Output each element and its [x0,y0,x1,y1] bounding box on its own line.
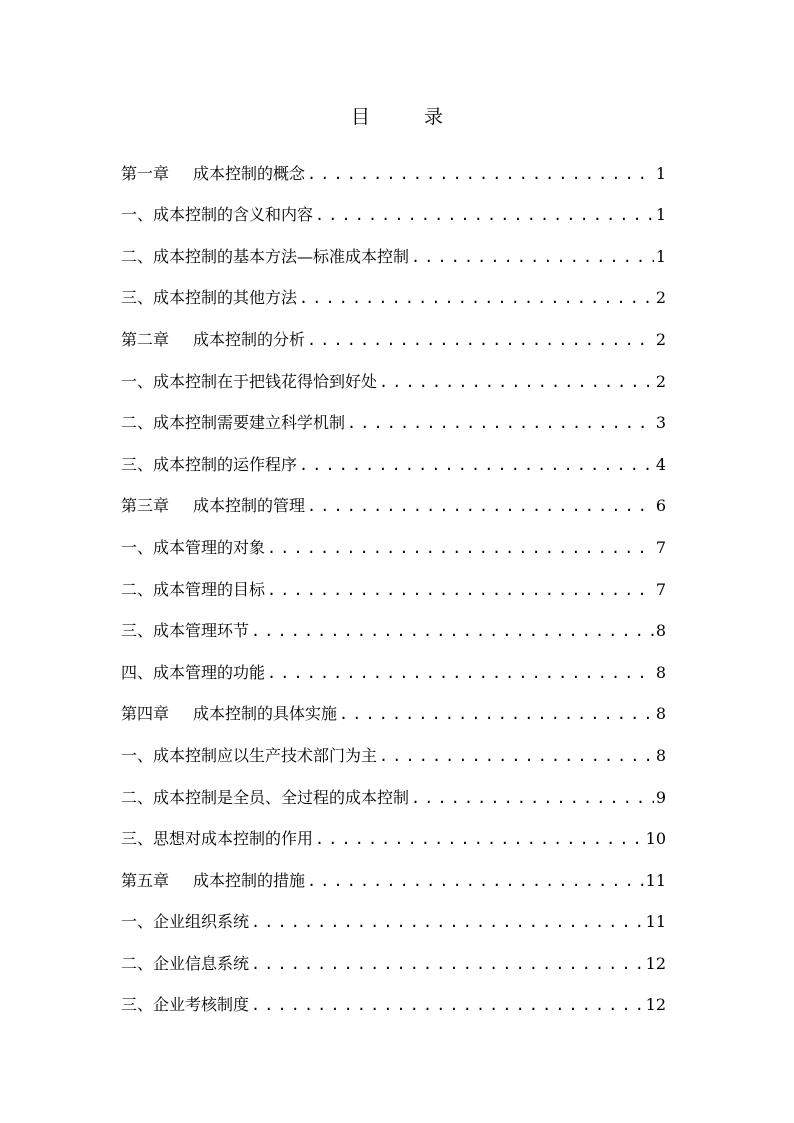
toc-title: 目 录 [350,106,468,128]
toc-page-number: 8 [655,704,666,724]
toc-leader-dots [267,577,654,603]
toc-section-entry[interactable] [121,228,666,270]
toc-section-entry[interactable] [121,270,666,312]
toc-leader-dots [315,826,644,852]
toc-entry-text: 成本控制的管理 [193,496,306,516]
toc-section-entry[interactable] [121,769,666,811]
toc-page-number: 7 [655,537,666,557]
toc-page-number: 3 [655,413,666,433]
toc-leader-dots [299,285,654,311]
toc-section-entry[interactable] [121,894,666,936]
toc-page-number: 2 [655,288,666,308]
toc-entry-title [121,618,249,644]
toc-page-number: 2 [655,371,666,391]
toc-leader-dots [307,327,654,353]
toc-page-number: 4 [655,454,666,474]
toc-chapter-label: 第三章 [121,496,170,516]
toc-leader-dots [251,951,644,977]
toc-entry-title [121,701,337,727]
toc-leader-dots [379,369,654,395]
toc-leader-dots [267,660,654,686]
toc-entry-title [121,369,377,395]
toc-entry-title [121,410,345,436]
toc-page-number: 11 [645,912,666,932]
toc-entry-text: 二、成本控制的基本方法—标准成本控制 [121,246,410,266]
toc-page-number: 12 [645,995,666,1015]
toc-chapter-entry[interactable] [121,478,666,520]
toc-section-entry[interactable] [121,519,666,561]
toc-entry-title [121,327,305,353]
toc-chapter-label: 第五章 [121,870,170,890]
toc-leader-dots [411,244,654,270]
toc-section-entry[interactable] [121,603,666,645]
toc-entry-title [121,992,249,1018]
toc-entry-text: 二、成本管理的目标 [121,579,266,599]
toc-entry-title [121,951,249,977]
toc-page-number: 12 [645,953,666,973]
toc-entry-title [121,535,265,561]
toc-leader-dots [299,452,654,478]
toc-page-number: 6 [655,496,666,516]
toc-entry-text: 成本控制的措施 [193,870,306,890]
toc-chapter-entry[interactable] [121,311,666,353]
toc-leader-dots [307,161,654,187]
toc-page-number: 1 [655,246,666,266]
toc-leader-dots [411,785,654,811]
toc-entry-text: 二、企业信息系统 [121,953,250,973]
toc-entry-title [121,202,313,228]
toc-chapter-label: 第四章 [121,704,170,724]
toc-list [121,145,666,1018]
toc-page-number: 8 [655,745,666,765]
toc-entry-text: 二、成本控制是全员、全过程的成本控制 [121,787,410,807]
toc-page-number: 8 [655,621,666,641]
toc-page-number: 1 [655,205,666,225]
toc-entry-text: 二、成本控制需要建立科学机制 [121,413,346,433]
toc-chapter-entry[interactable] [121,145,666,187]
toc-entry-text: 三、成本管理环节 [121,621,250,641]
toc-entry-text: 三、成本控制的其他方法 [121,288,298,308]
toc-entry-title [121,577,265,603]
toc-entry-text: 成本控制的概念 [193,163,306,183]
toc-section-entry[interactable] [121,395,666,437]
toc-chapter-entry[interactable] [121,686,666,728]
toc-leader-dots [347,410,654,436]
toc-entry-text: 一、成本控制在于把钱花得恰到好处 [121,371,378,391]
toc-entry-text: 三、成本控制的运作程序 [121,454,298,474]
toc-entry-title [121,452,297,478]
toc-leader-dots [267,535,654,561]
toc-entry-text: 一、成本控制应以生产技术部门为主 [121,745,378,765]
toc-entry-text: 成本控制的分析 [193,329,306,349]
toc-page-number: 8 [655,662,666,682]
toc-leader-dots [339,701,654,727]
toc-entry-title [121,785,409,811]
toc-leader-dots [251,992,644,1018]
toc-section-entry[interactable] [121,727,666,769]
toc-section-entry[interactable] [121,561,666,603]
toc-entry-title [121,868,305,894]
toc-leader-dots [315,202,654,228]
toc-section-entry[interactable] [121,436,666,478]
toc-entry-text: 三、企业考核制度 [121,995,250,1015]
toc-leader-dots [251,618,654,644]
toc-entry-title [121,909,249,935]
toc-leader-dots [307,868,644,894]
toc-page-number: 11 [645,870,666,890]
toc-entry-title [121,161,305,187]
toc-page-number: 10 [645,829,666,849]
toc-entry-title [121,244,409,270]
toc-entry-text: 一、企业组织系统 [121,912,250,932]
toc-section-entry[interactable] [121,644,666,686]
toc-entry-text: 成本控制的具体实施 [193,704,338,724]
toc-entry-text: 一、成本管理的对象 [121,537,266,557]
toc-section-entry[interactable] [121,187,666,229]
toc-leader-dots [251,909,644,935]
toc-entry-title [121,826,313,852]
toc-entry-text: 四、成本管理的功能 [121,662,266,682]
toc-page-number: 1 [655,163,666,183]
toc-entry-title [121,660,265,686]
toc-entry-title [121,743,377,769]
toc-entry-title [121,285,297,311]
toc-chapter-label: 第一章 [121,163,170,183]
toc-section-entry[interactable] [121,811,666,853]
toc-entry-text: 三、思想对成本控制的作用 [121,829,314,849]
toc-leader-dots [379,743,654,769]
toc-section-entry[interactable] [121,353,666,395]
toc-section-entry[interactable] [121,977,666,1019]
toc-section-entry[interactable] [121,935,666,977]
toc-leader-dots [307,493,654,519]
toc-page-number: 2 [655,329,666,349]
toc-chapter-label: 第二章 [121,329,170,349]
toc-entry-text: 一、成本控制的含义和内容 [121,205,314,225]
toc-entry-title [121,493,305,519]
toc-page-number: 9 [655,787,666,807]
toc-page-number: 7 [655,579,666,599]
toc-chapter-entry[interactable] [121,852,666,894]
